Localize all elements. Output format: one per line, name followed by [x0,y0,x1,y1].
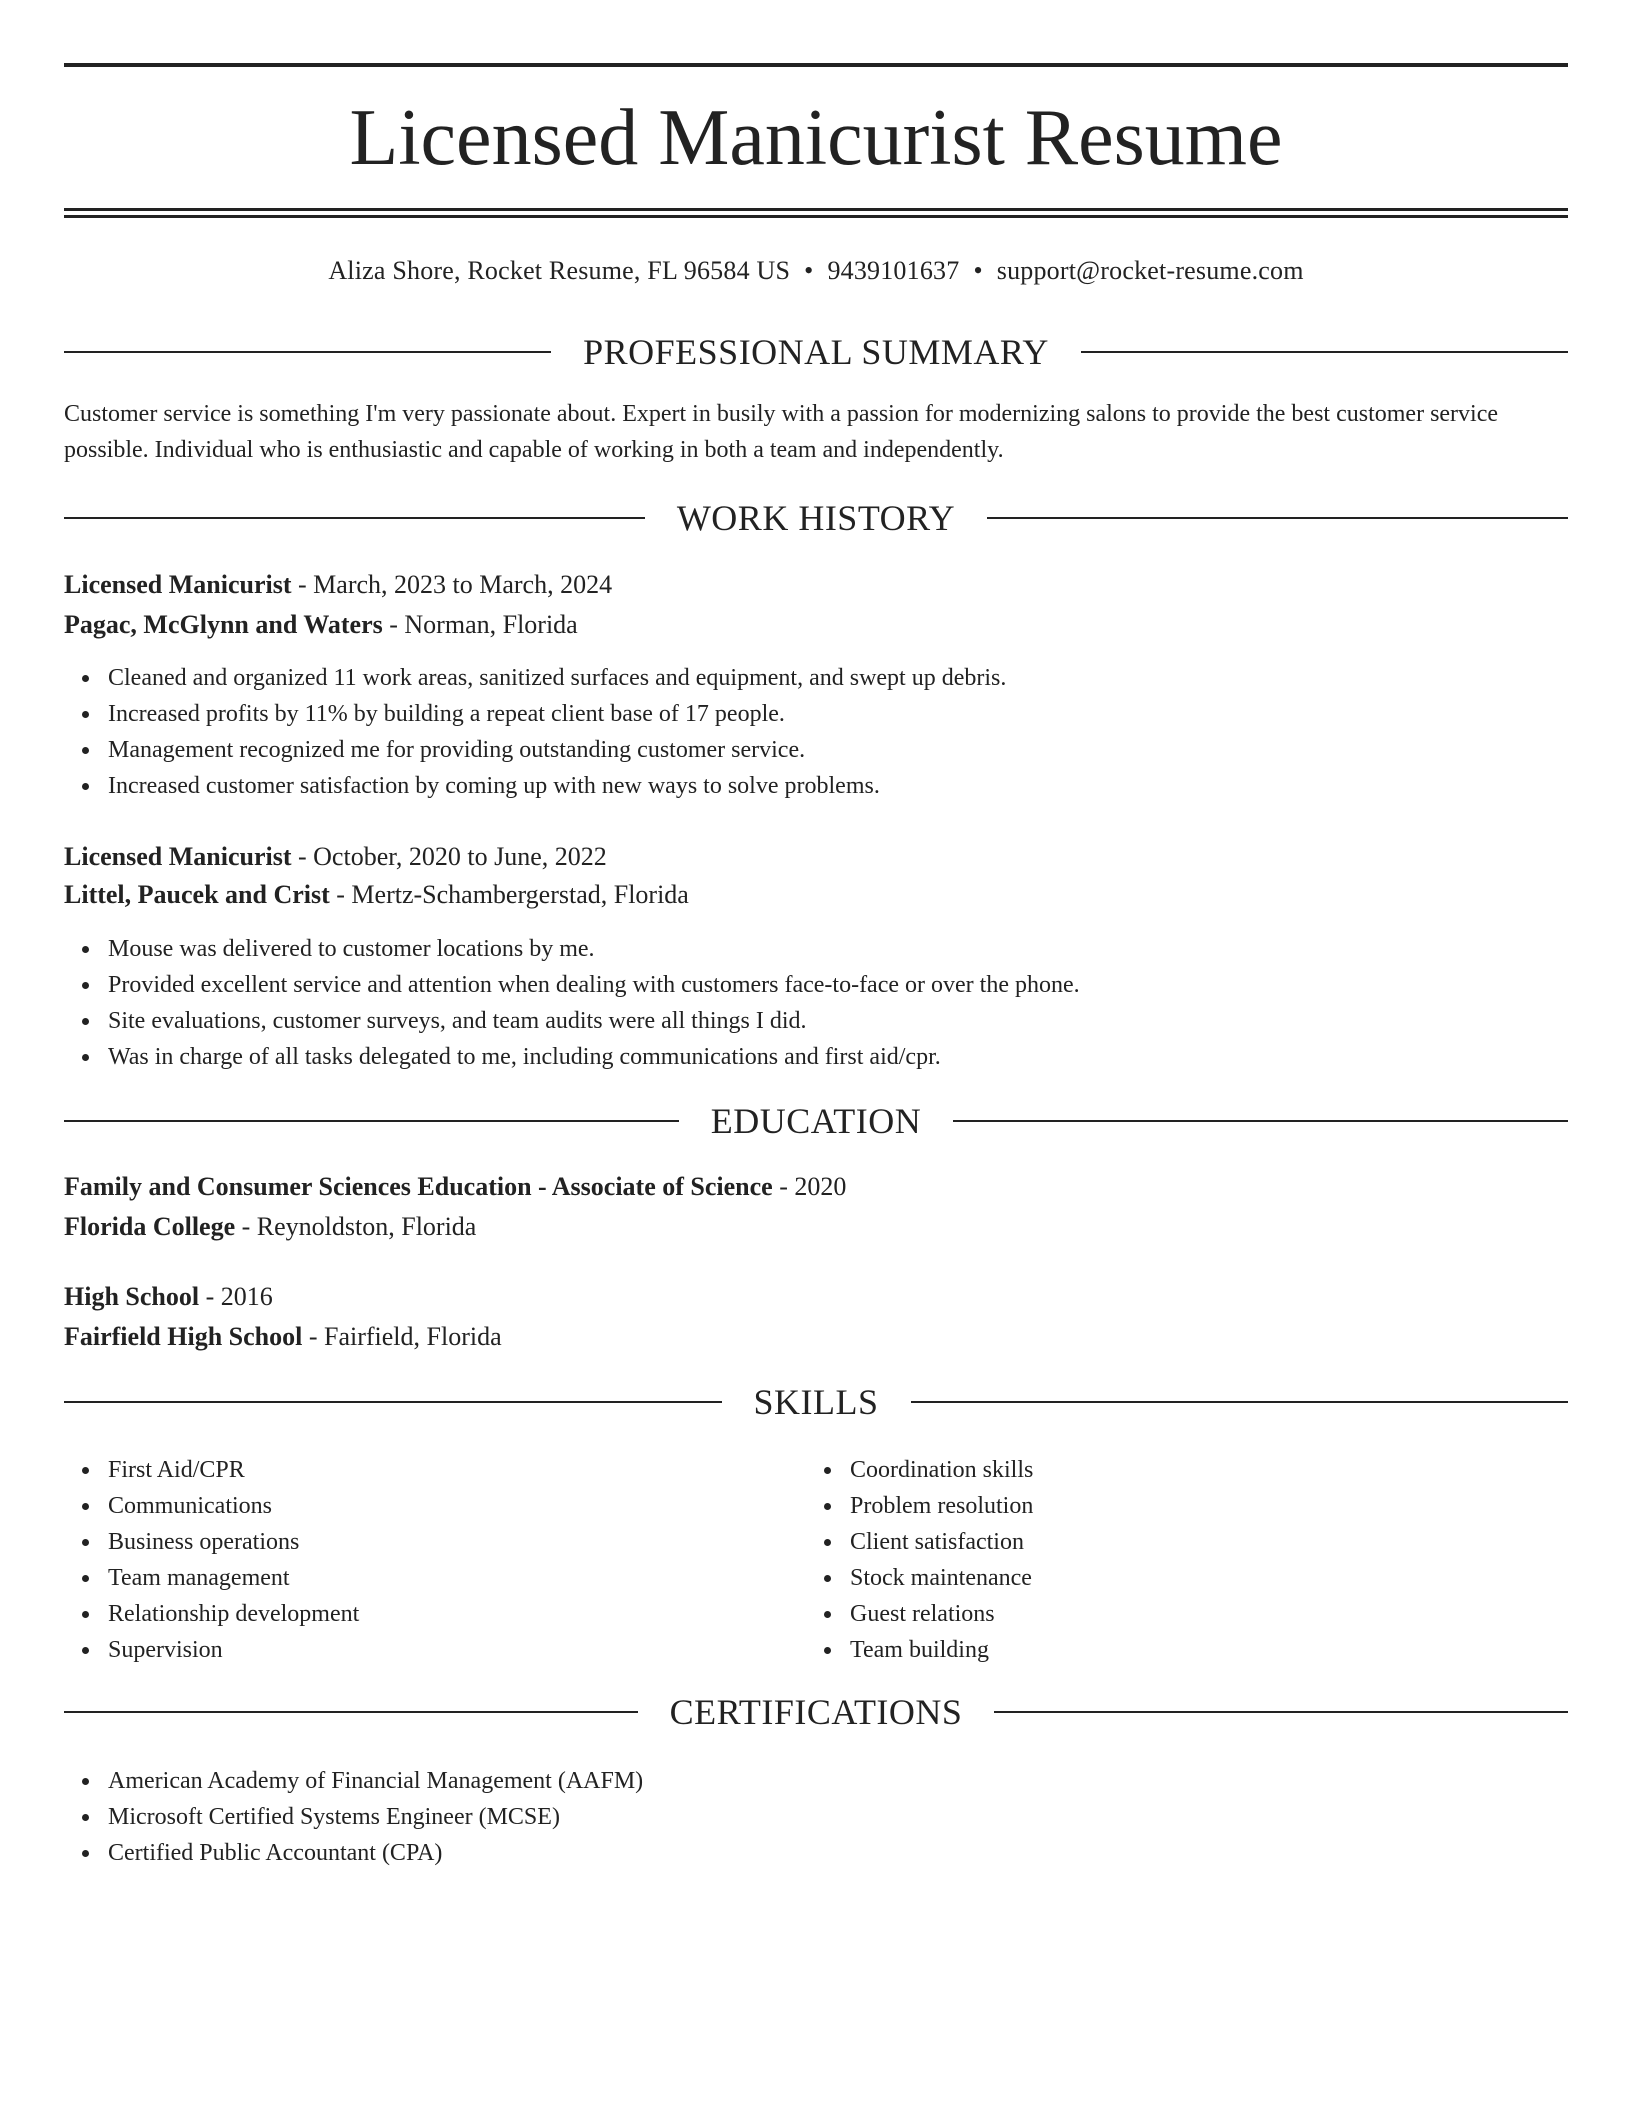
list-item: Increased profits by 11% by building a repeat client base of 17 people. [108,696,1006,732]
heading-label: EDUCATION [710,1101,922,1141]
contact-address: Aliza Shore, Rocket Resume, FL 96584 US [328,256,791,285]
skills-left-list [64,1452,359,1668]
list-item: Microsoft Certified Systems Engineer (MCSE) [108,1799,643,1835]
heading-rule [64,1401,722,1403]
education-school-line [64,1319,1568,1355]
job-bullets [64,660,1006,804]
education-degree-line [64,1279,1568,1315]
heading-rule [64,517,645,519]
section-heading-work [64,496,1568,540]
list-item: Cleaned and organized 11 work areas, sanitized surfaces and equipment, and swept up debris. [108,660,1006,696]
education-year: - 2020 [772,1172,847,1201]
education-degree: Family and Consumer Sciences Education - Associate of Science [64,1172,773,1201]
education-location: - Fairfield, Florida [302,1322,502,1351]
job-bullets [64,931,1080,1075]
list-item: Team management [108,1560,359,1596]
list-item: Certified Public Accountant (CPA) [108,1835,643,1871]
contact-separator: • [804,256,814,285]
education-school: Florida College [64,1212,236,1241]
list-item: Management recognized me for providing outstanding customer service. [108,732,1006,768]
heading-rule [994,1711,1568,1713]
section-heading-summary [64,330,1568,374]
education-location: - Reynoldston, Florida [235,1212,477,1241]
heading-rule [64,351,551,353]
job-title-line [64,839,1568,875]
education-school-line [64,1209,1568,1245]
contact-line [64,254,1568,288]
list-item: Was in charge of all tasks delegated to me, including communications and first aid/cpr. [108,1039,1080,1075]
list-item: Client satisfaction [850,1524,1033,1560]
title-rule-upper [64,208,1568,211]
skills-right-list [806,1452,1033,1668]
education-school: Fairfield High School [64,1322,303,1351]
list-item: Supervision [108,1632,359,1668]
heading-rule [911,1401,1569,1403]
list-item: Mouse was delivered to customer locations by me. [108,931,1080,967]
job-company: Pagac, McGlynn and Waters [64,610,383,639]
job-title-line [64,567,1568,603]
list-item: Site evaluations, customer surveys, and team audits were all things I did. [108,1003,1080,1039]
top-rule [64,63,1568,67]
heading-rule [64,1120,679,1122]
list-item: Business operations [108,1524,359,1560]
contact-phone: 9439101637 [827,256,960,285]
certifications-list [64,1763,643,1871]
title-rule-lower [64,215,1568,218]
job-location: - Norman, Florida [382,610,578,639]
section-heading-skills [64,1380,1568,1424]
section-heading-education [64,1099,1568,1143]
heading-label: PROFESSIONAL SUMMARY [583,332,1049,372]
section-heading-certifications [64,1690,1568,1734]
list-item: Guest relations [850,1596,1033,1632]
list-item: Provided excellent service and attention when dealing with customers face-to-face or over the phone. [108,967,1080,1003]
list-item: Problem resolution [850,1488,1033,1524]
list-item: Relationship development [108,1596,359,1632]
list-item: Increased customer satisfaction by coming up with new ways to solve problems. [108,768,1006,804]
list-item: Team building [850,1632,1033,1668]
job-dates: - October, 2020 to June, 2022 [291,842,607,871]
list-item: Coordination skills [850,1452,1033,1488]
list-item: American Academy of Financial Management (AAFM) [108,1763,643,1799]
contact-email: support@rocket-resume.com [996,256,1304,285]
job-title: Licensed Manicurist [64,842,292,871]
list-item: Stock maintenance [850,1560,1033,1596]
heading-label: CERTIFICATIONS [669,1692,963,1732]
resume-title: Licensed Manicurist Resume [349,94,1283,182]
contact-separator: • [973,256,983,285]
education-degree-line [64,1169,1568,1205]
job-location: - Mertz-Schambergerstad, Florida [329,880,689,909]
education-year: - 2016 [199,1282,273,1311]
job-dates: - March, 2023 to March, 2024 [291,570,613,599]
list-item: First Aid/CPR [108,1452,359,1488]
heading-rule [953,1120,1568,1122]
summary-text: Customer service is something I'm very passionate about. Expert in busily with a passion for modernizing salons to provide the best customer service possible. Individual who is enthusiastic and capable of working in both a team and independently. [64,401,1499,463]
heading-label: SKILLS [753,1382,879,1422]
list-item: Communications [108,1488,359,1524]
heading-rule [64,1711,638,1713]
heading-rule [987,517,1568,519]
heading-rule [1081,351,1568,353]
job-company-line [64,877,1568,913]
heading-label: WORK HISTORY [676,498,956,538]
education-degree: High School [64,1282,200,1311]
job-title: Licensed Manicurist [64,570,292,599]
job-company: Littel, Paucek and Crist [64,880,330,909]
job-company-line [64,607,1568,643]
